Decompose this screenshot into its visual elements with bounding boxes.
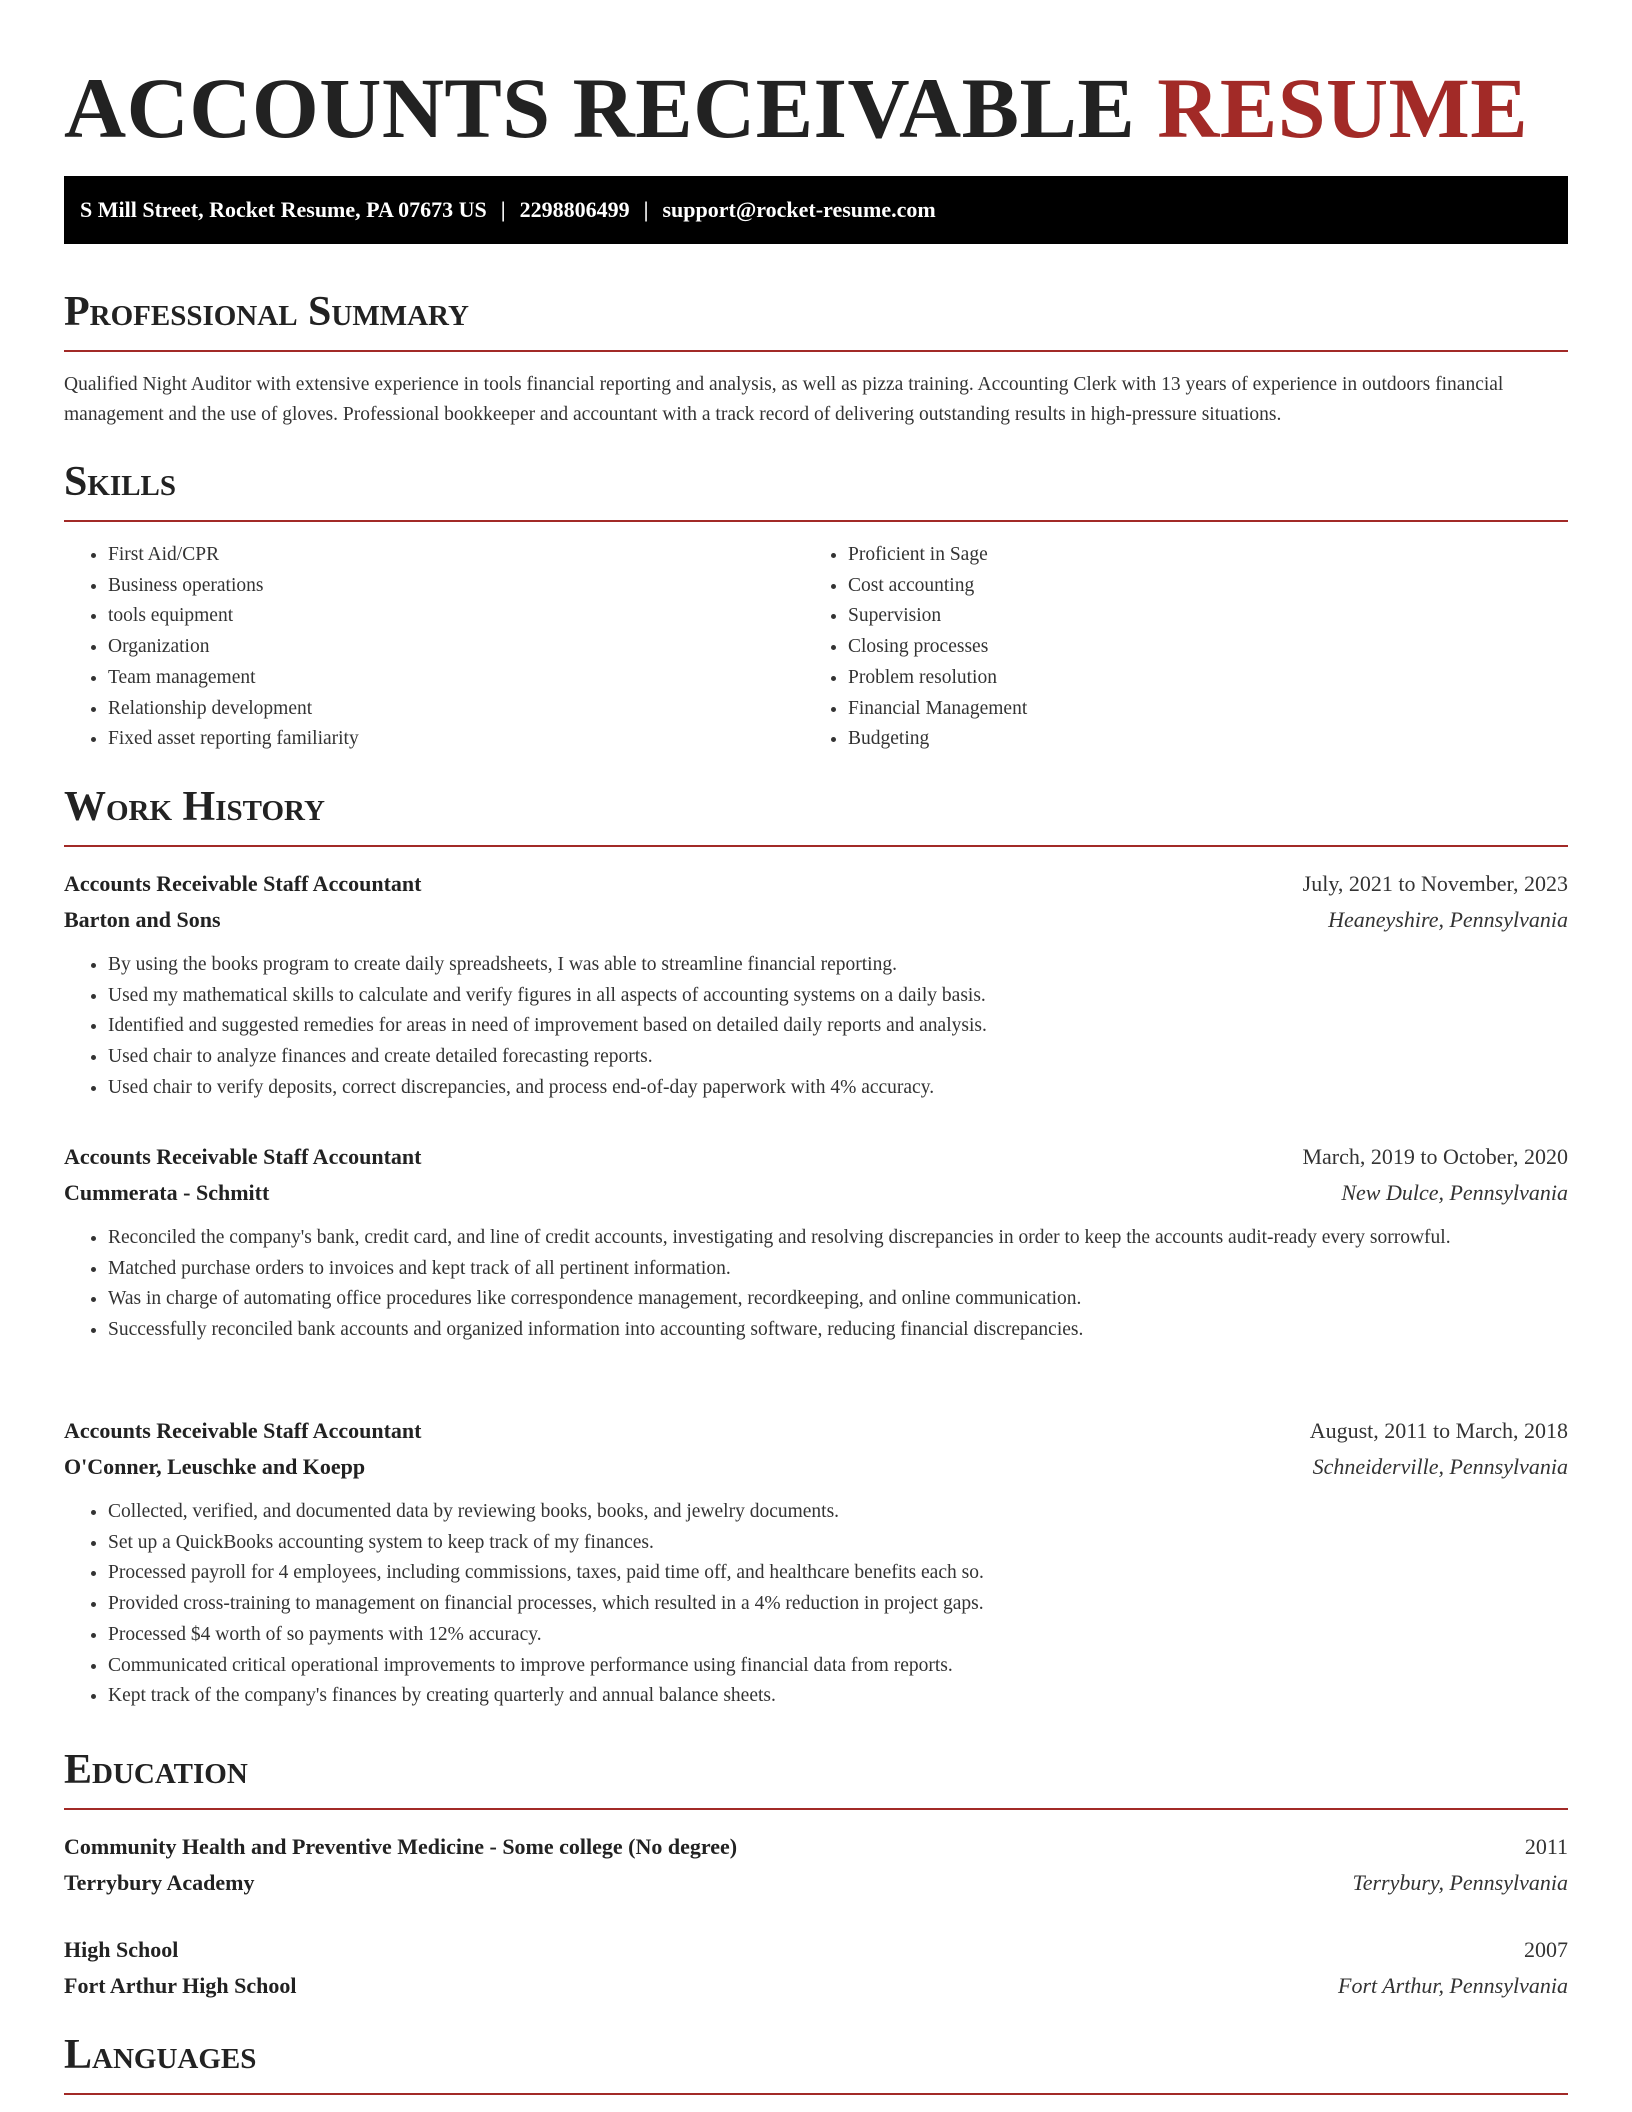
contact-separator: | xyxy=(500,197,506,222)
job-duty: • Processed payroll for 4 employees, including commissions, taxes, paid time off, and healthcare benefits each so. xyxy=(108,1558,1568,1589)
job-duty: • Reconciled the company's bank, credit card, and line of credit accounts, investigating and resolving discrepancies in order to keep the accounts audit-ready every sorrowful. xyxy=(108,1223,1568,1254)
work-history-section xyxy=(64,777,1568,847)
contact-separator: | xyxy=(643,197,649,222)
skill-item: • Proficient in Sage xyxy=(848,540,1544,571)
education-location: Terrybury, Pennsylvania xyxy=(1352,1870,1568,1895)
skill-item: • Closing processes xyxy=(848,632,1544,663)
skills-left-list xyxy=(64,540,804,755)
job-location: New Dulce, Pennsylvania xyxy=(1341,1180,1568,1205)
job-header-row xyxy=(64,866,1568,902)
section-divider xyxy=(64,2093,1568,2095)
title-main: ACCOUNTS RECEIVABLE xyxy=(64,60,1136,156)
skill-item: • Organization xyxy=(108,632,804,663)
skill-item: • Business operations xyxy=(108,571,804,602)
education-school-row xyxy=(64,1968,1568,2004)
job-header-row xyxy=(64,1413,1568,1449)
job-entry xyxy=(64,866,1568,1104)
section-heading: Education xyxy=(64,1747,248,1793)
job-title: Accounts Receivable Staff Accountant xyxy=(64,871,422,896)
resume-title xyxy=(64,56,1568,160)
summary-text: Qualified Night Auditor with extensive experience in tools financial reporting and analysis, as well as pizza training. Accounting Clerk with 13 years of experience in outdoors financial management and the use of gloves. Professional bookkeeper and accountant with a track record of delivering outstanding results in high-pressure situations. xyxy=(64,374,1504,425)
section-divider xyxy=(64,845,1568,847)
job-duty: • Was in charge of automating office procedures like correspondence management, recordkeeping, and online communication. xyxy=(108,1284,1568,1315)
skill-item: • First Aid/CPR xyxy=(108,540,804,571)
skill-item: • Relationship development xyxy=(108,694,804,725)
education-header-row xyxy=(64,1932,1568,1968)
job-dates: March, 2019 to October, 2020 xyxy=(1302,1144,1568,1169)
contact-email: support@rocket-resume.com xyxy=(662,197,936,222)
skill-item: • Problem resolution xyxy=(848,663,1544,694)
job-duty: • Collected, verified, and documented data by reviewing books, books, and jewelry documents. xyxy=(108,1497,1568,1528)
education-header-row xyxy=(64,1829,1568,1865)
skill-item: • Fixed asset reporting familiarity xyxy=(108,724,804,755)
skill-item: • Supervision xyxy=(848,601,1544,632)
title-accent: RESUME xyxy=(1157,60,1529,156)
job-duties-list xyxy=(64,1223,1568,1346)
job-duty: • By using the books program to create daily spreadsheets, I was able to streamline financial reporting. xyxy=(108,950,1568,981)
job-company: O'Conner, Leuschke and Koepp xyxy=(64,1454,366,1479)
job-entry xyxy=(64,1413,1568,1712)
job-duty: • Kept track of the company's finances by creating quarterly and annual balance sheets. xyxy=(108,1681,1568,1712)
job-duty: • Set up a QuickBooks accounting system to keep track of my finances. xyxy=(108,1528,1568,1559)
skills-right-list xyxy=(804,540,1544,755)
education-entry xyxy=(64,1829,1568,1901)
section-divider xyxy=(64,350,1568,352)
section-heading: Work History xyxy=(64,784,325,830)
education-location: Fort Arthur, Pennsylvania xyxy=(1338,1973,1568,1998)
skill-item: • Budgeting xyxy=(848,724,1544,755)
job-location: Heaneyshire, Pennsylvania xyxy=(1328,907,1568,932)
job-duties-list xyxy=(64,950,1568,1104)
section-divider xyxy=(64,520,1568,522)
education-degree: High School xyxy=(64,1937,179,1962)
education-school-row xyxy=(64,1865,1568,1901)
job-duty: • Matched purchase orders to invoices and kept track of all pertinent information. xyxy=(108,1254,1568,1285)
skill-item: • Cost accounting xyxy=(848,571,1544,602)
contact-address: S Mill Street, Rocket Resume, PA 07673 US xyxy=(80,197,487,222)
contact-bar xyxy=(64,176,1568,244)
resume-page xyxy=(64,0,1568,2078)
section-divider xyxy=(64,1808,1568,1810)
job-company: Barton and Sons xyxy=(64,907,221,932)
job-title: Accounts Receivable Staff Accountant xyxy=(64,1418,422,1443)
languages-section xyxy=(64,2025,1568,2095)
job-duties-list xyxy=(64,1497,1568,1712)
job-header-row xyxy=(64,1139,1568,1175)
education-school: Terrybury Academy xyxy=(64,1870,255,1895)
skills-columns xyxy=(64,540,1568,755)
job-dates: August, 2011 to March, 2018 xyxy=(1309,1418,1568,1443)
job-duty: • Processed $4 worth of so payments with 12% accuracy. xyxy=(108,1620,1568,1651)
job-duty: • Successfully reconciled bank accounts and organized information into accounting software, reducing financial discrepancies. xyxy=(108,1315,1568,1346)
job-company-row xyxy=(64,1175,1568,1211)
job-company-row xyxy=(64,902,1568,938)
skill-item: • tools equipment xyxy=(108,601,804,632)
summary-section xyxy=(64,282,1568,430)
education-year: 2011 xyxy=(1524,1834,1568,1859)
job-duty: • Identified and suggested remedies for areas in need of improvement based on detailed daily reports and analysis. xyxy=(108,1011,1568,1042)
job-company-row xyxy=(64,1449,1568,1485)
job-location: Schneiderville, Pennsylvania xyxy=(1312,1454,1568,1479)
job-duty: • Provided cross-training to management on financial processes, which resulted in a 4% reduction in project gaps. xyxy=(108,1589,1568,1620)
job-entry xyxy=(64,1139,1568,1346)
job-duty: • Used my mathematical skills to calculate and verify figures in all aspects of accounting systems on a daily basis. xyxy=(108,981,1568,1012)
job-dates: July, 2021 to November, 2023 xyxy=(1302,871,1568,896)
job-company: Cummerata - Schmitt xyxy=(64,1180,270,1205)
education-section xyxy=(64,1740,1568,1810)
job-duty: • Communicated critical operational improvements to improve performance using financial data from reports. xyxy=(108,1651,1568,1682)
job-title: Accounts Receivable Staff Accountant xyxy=(64,1144,422,1169)
skill-item: • Financial Management xyxy=(848,694,1544,725)
contact-phone: 2298806499 xyxy=(519,197,630,222)
education-year: 2007 xyxy=(1524,1937,1568,1962)
job-duty: • Used chair to analyze finances and create detailed forecasting reports. xyxy=(108,1042,1568,1073)
skill-item: • Team management xyxy=(108,663,804,694)
section-heading: Skills xyxy=(64,459,177,505)
education-entry xyxy=(64,1932,1568,2004)
section-heading: Languages xyxy=(64,2032,257,2078)
education-degree: Community Health and Preventive Medicine - Some college (No degree) xyxy=(64,1834,738,1859)
skills-section xyxy=(64,452,1568,755)
section-heading: Professional Summary xyxy=(64,289,469,335)
education-school: Fort Arthur High School xyxy=(64,1973,297,1998)
job-duty: • Used chair to verify deposits, correct discrepancies, and process end-of-day paperwork with 4% accuracy. xyxy=(108,1073,1568,1104)
